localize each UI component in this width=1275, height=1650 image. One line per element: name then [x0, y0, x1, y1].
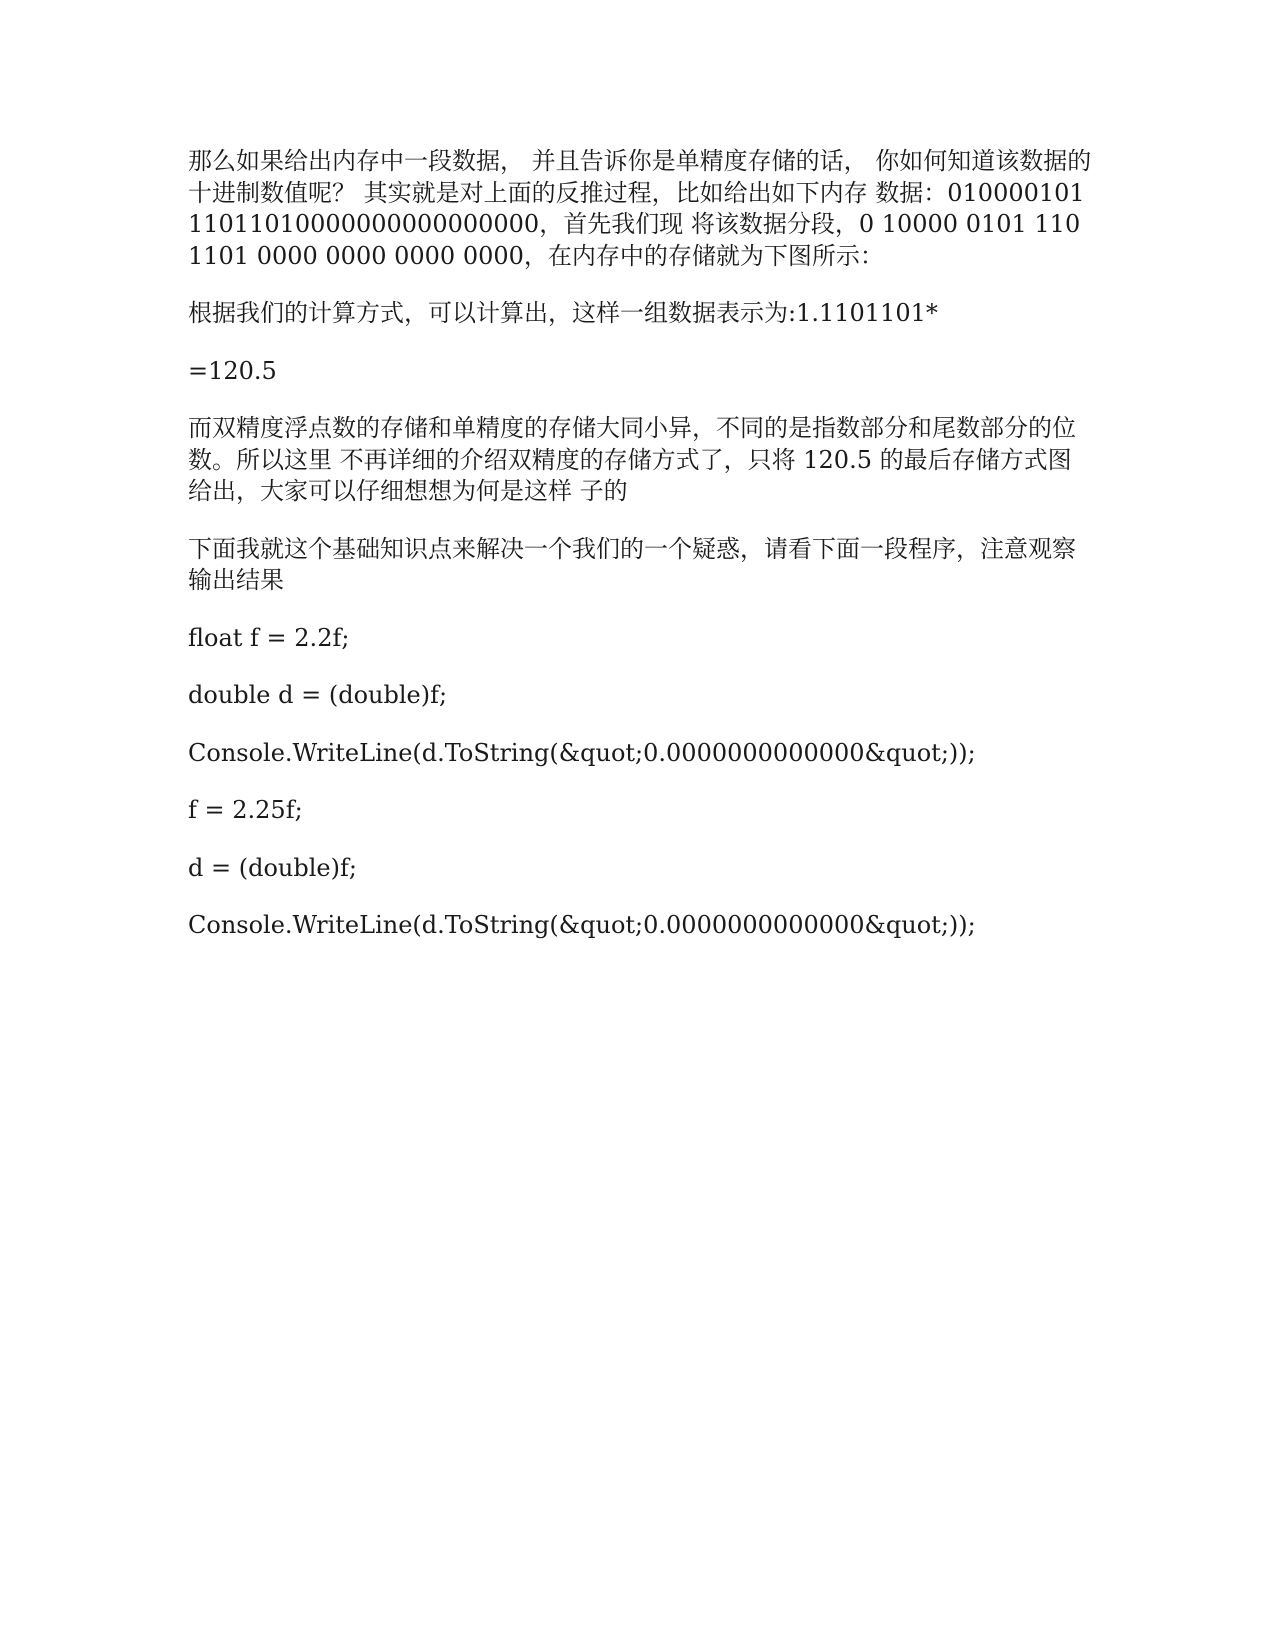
paragraph-memory-data: 那么如果给出内存中一段数据， 并且告诉你是单精度存储的话， 你如何知道该数据的十进制数值呢？ 其实就是对上面的反推过程，比如给出如下内存 数据：01000010111011010000000000000000，首先我们现 将该数据分段，0 10000 0101 110 1101 0000 0000 0000 0000，在内存中的存储就为下图所示： [188, 147, 1092, 270]
code-line: d = (double)f; [188, 853, 357, 882]
paragraph-double-precision: 而双精度浮点数的存储和单精度的存储大同小异，不同的是指数部分和尾数部分的位数。所以这里 不再详细的介绍双精度的存储方式了，只将 120.5 的最后存储方式图给出，大家可以仔细想想为何是这样 子的 [188, 414, 1076, 505]
code-line: float f = 2.2f; [188, 623, 350, 652]
code-line: f = 2.25f; [188, 796, 303, 824]
paragraph-result: =120.5 [188, 356, 277, 385]
paragraph-question: 下面我就这个基础知识点来解决一个我们的一个疑惑，请看下面一段程序，注意观察输出结果 [188, 534, 1076, 594]
paragraph-calculation: 根据我们的计算方式，可以计算出，这样一组数据表示为:1.1101101* [188, 299, 938, 327]
document-page [188, 146, 1093, 968]
code-line: Console.WriteLine(d.ToString(&quot;0.0000000000000&quot;)); [188, 738, 976, 767]
code-line: double d = (double)f; [188, 681, 448, 709]
code-line: Console.WriteLine(d.ToString(&quot;0.0000000000000&quot;)); [188, 911, 976, 939]
